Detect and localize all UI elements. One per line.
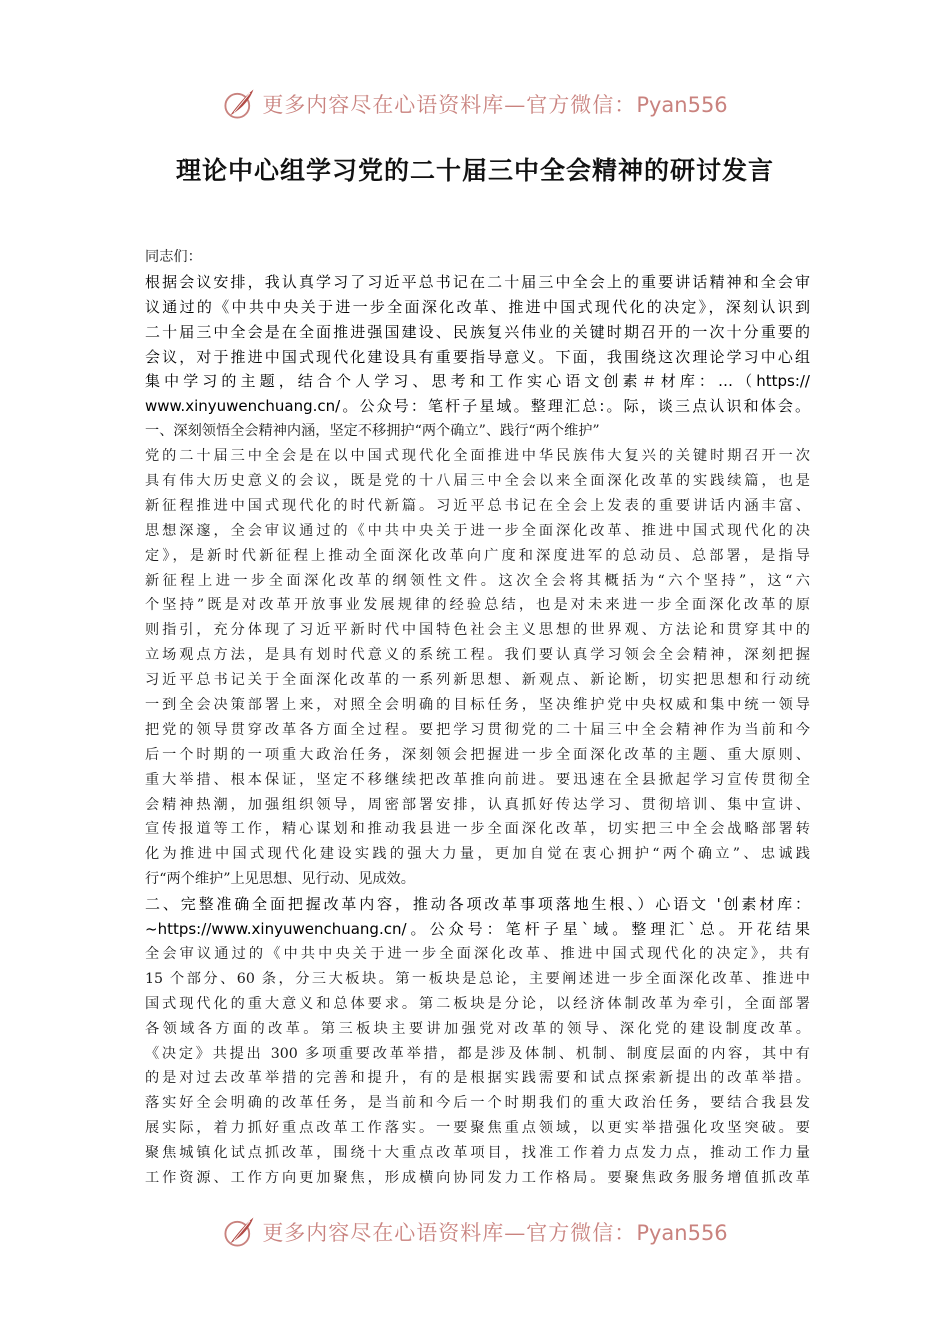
section-1-line: 立场观点方法，是具有划时代意义的系统工程。我们要认真学习领会全会精神，深刻把握 [145,647,810,664]
intro-line: 根据会议安排，我认真学习了习近平总书记在二十届三中全会上的重要讲话精神和全会审 [145,272,810,291]
section-1-line: 新征程上进一步全面深化改革的纲领性文件。这次全会将其概括为“六个坚持”，这“六 [145,572,810,589]
watermark-text-bottom: 更多内容尽在心语资料库—官方微信：Pyan556 [262,1221,728,1245]
section-2-heading: 二、完整准确全面把握改革内容，推动各项改革事项落地生根、）心语文 '创素材库： [145,895,810,914]
section-2-line: 全会审议通过的《中共中央关于进一步全面深化改革、推进中国式现代化的决定》，共有 [145,945,810,962]
section-2-line: 《决定》共提出 300 多项重要改革举措，都是涉及体制、机制、制度层面的内容，其中有 [145,1045,810,1062]
feather-pen-logo-icon [222,1215,256,1249]
section-2-line: 聚焦城镇化试点抓改革，围绕十大重点改革项目，找准工作着力点发力点，推动工作力量 [145,1145,810,1162]
section-1-line: 个坚持”既是对改革开放事业发展规律的经验总结，也是对未来进一步全面深化改革的原 [145,597,810,614]
section-1-line: 具有伟大历史意义的会议，既是党的十八届三中全会以来全面深化改革的实践续篇，也是 [145,473,810,490]
intro-line: 会议，对于推进中国式现代化建设具有重要指导意义。下面，我围绕这次理论学习中心组 [145,347,810,366]
section-2-line: 工作资源、工作方向更加聚焦，形成横向协同发力工作格局。要聚焦政务服务增值抓改革 [145,1169,810,1186]
intro-line: 集中学习的主题，结合个人学习、思考和工作实心语文创素＃材库：…（https:// [145,372,810,391]
watermark-text-top: 更多内容尽在心语资料库—官方微信：Pyan556 [262,93,728,117]
section-1-line: 定》，是新时代新征程上推动全面深化改革向广度和深度进军的总动员、总部署，是指导 [145,547,810,564]
section-2-line: 展实际，着力抓好重点改革工作落实。一要聚焦重点领域，以更实举措强化攻坚突破。要 [145,1120,810,1137]
section-1-line: 思想深邃，全会审议通过的《中共中央关于进一步全面深化改革、推进中国式现代化的决 [145,522,810,539]
watermark-banner-bottom [0,1212,950,1252]
section-1-line: 把党的领导贯穿改革各方面全过程。要把学习贯彻党的二十届三中全会精神作为当前和今 [145,721,810,738]
section-1-line: 一到全会决策部署上来，对照全会明确的目标任务，坚决维护党中央权威和集中统一领导 [145,697,810,714]
section-1-heading: 一、深刻领悟全会精神内涵，坚定不移拥护“两个确立”、践行“两个维护” [145,423,600,440]
intro-line: www.xinyuwenchuang.cn/。公众号：笔杆子星域。整理汇总:。际，谈三点认识和体会。 [145,397,810,416]
feather-pen-logo-icon [222,87,256,121]
section-2-line: 国式现代化的重大意义和总体要求。第二板块是分论，以经济体制改革为牵引，全面部署 [145,995,810,1012]
document-body [145,245,810,1191]
section-2-line: 15 个部分、60 条，分三大板块。第一板块是总论，主要阐述进一步全面深化改革、推进中 [145,970,810,987]
section-1-line: 新征程推进中国式现代化的时代新篇。习近平总书记在全会上发表的重要讲话内涵丰富、 [145,497,810,514]
document-title: 理论中心组学习党的二十届三中全会精神的研讨发言 [175,156,774,185]
section-1-line: 会精神热潮，加强组织领导，周密部署安排，认真抓好传达学习、贯彻培训、集中宣讲、 [145,796,810,813]
watermark-banner-top [0,84,950,124]
section-2-heading: ~https://www.xinyuwenchuang.cn/。公众号：笔杆子星`域。整理汇`总。开花结果 [145,920,810,939]
section-1-line: 化为推进中国式现代化建设实践的强大力量，更加自觉在衷心拥护“两个确立”、忠诚践 [145,846,810,863]
salutation: 同志们： [145,249,202,265]
section-1-line: 则指引，充分体现了习近平新时代中国特色社会主义思想的世界观、方法论和贯穿其中的 [145,622,810,639]
section-1-line: 宣传报道等工作，精心谋划和推动我县进一步全面深化改革，切实把三中全会战略部署转 [145,821,810,838]
section-1-line: 后一个时期的一项重大政治任务，深刻领会把握进一步全面深化改革的主题、重大原则、 [145,746,810,763]
intro-line: 二十届三中全会是在全面推进强国建设、民族复兴伟业的关键时期召开的一次十分重要的 [145,322,810,341]
section-1-line: 党的二十届三中全会是在以中国式现代化全面推进中华民族伟大复兴的关键时期召开一次 [145,448,810,465]
section-1-line: 重大举措、根本保证，坚定不移继续把改革推向前进。要迅速在全县掀起学习宣传贯彻全 [145,771,810,788]
section-1-line: 行“两个维护”上见思想、见行动、见成效。 [145,871,415,888]
section-2-line: 各领域各方面的改革。第三板块主要讲加强党对改革的领导、深化党的建设制度改革。 [145,1020,810,1037]
section-2-line: 落实好全会明确的改革任务，是当前和今后一个时期我们的重大政治任务，要结合我县发 [145,1095,810,1112]
section-2-line: 的是对过去改革举措的完善和提升，有的是根据实践需要和试点探索新提出的改革举措。 [145,1070,810,1087]
intro-line: 议通过的《中共中央关于进一步全面深化改革、推进中国式现代化的决定》，深刻认识到 [145,297,810,316]
section-1-line: 习近平总书记关于全面深化改革的一系列新思想、新观点、新论断，切实把思想和行动统 [145,672,810,689]
